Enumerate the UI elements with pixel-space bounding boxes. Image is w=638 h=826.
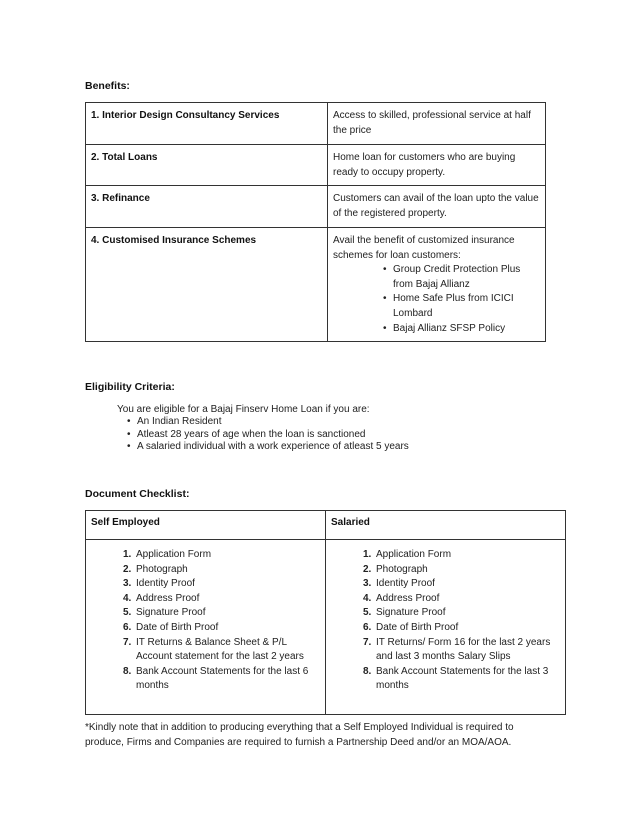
item-text: Date of Birth Proof xyxy=(136,621,219,633)
table-row xyxy=(86,540,566,715)
item-text: IT Returns/ Form 16 for the last 2 years and last 3 months Salary Slips xyxy=(376,636,551,663)
item-number: 5. xyxy=(123,607,132,619)
list-item: • Group Credit Protection Plus from Bajaj Allianz xyxy=(393,263,540,292)
list-item: • A salaried individual with a work experience of atleast 5 years xyxy=(137,441,409,453)
document-checklist-table xyxy=(85,510,566,715)
list-item xyxy=(363,577,560,592)
item-text: Identity Proof xyxy=(376,578,435,590)
benefit-description: Access to skilled, professional service at half the price xyxy=(328,103,546,145)
list-item xyxy=(123,592,320,607)
item-text: Signature Proof xyxy=(376,607,446,619)
table-row xyxy=(86,228,546,342)
list-item xyxy=(363,592,560,607)
list-item: • An Indian Resident xyxy=(137,416,409,428)
item-text: Bank Account Statements for the last 3 months xyxy=(376,665,549,692)
item-number: 3. xyxy=(123,578,132,590)
item-text: Application Form xyxy=(376,549,452,560)
table-row xyxy=(86,103,546,145)
benefit-description: Customers can avail of the loan upto the value of the registered property. xyxy=(328,186,546,228)
item-number: 5. xyxy=(363,607,372,619)
item-number: 7. xyxy=(123,636,132,648)
document-checklist-heading: Document Checklist: xyxy=(85,488,190,500)
list-item xyxy=(123,548,320,563)
item-text: Application Form xyxy=(136,549,212,560)
item-text: Address Proof xyxy=(376,592,440,604)
benefit-name: 4. Customised Insurance Schemes xyxy=(86,228,328,342)
salaried-cell xyxy=(326,540,566,715)
item-text: Photograph xyxy=(376,563,428,575)
benefit-name: 3. Refinance xyxy=(86,186,328,228)
list-item xyxy=(123,665,320,694)
insurance-scheme-list xyxy=(333,263,540,336)
item-text: Bank Account Statements for the last 6 months xyxy=(136,665,309,692)
benefit-name: 1. Interior Design Consultancy Services xyxy=(86,103,328,145)
list-item xyxy=(123,621,320,636)
item-number: 7. xyxy=(363,636,372,648)
item-number: 2. xyxy=(123,563,132,575)
table-row xyxy=(86,186,546,228)
benefit-name: 2. Total Loans xyxy=(86,145,328,186)
benefits-heading: Benefits: xyxy=(85,80,130,92)
list-item xyxy=(363,621,560,636)
item-number: 1. xyxy=(363,549,372,560)
item-number: 1. xyxy=(123,549,132,560)
item-text: Address Proof xyxy=(136,592,200,604)
list-item xyxy=(363,665,560,694)
item-text: Photograph xyxy=(136,563,188,575)
benefits-table xyxy=(85,102,546,342)
benefit-description-insurance xyxy=(328,228,546,342)
item-number: 8. xyxy=(123,665,132,677)
item-number: 3. xyxy=(363,578,372,590)
list-item xyxy=(363,563,560,578)
list-item xyxy=(123,606,320,621)
item-number: 6. xyxy=(123,621,132,633)
list-item: • Atleast 28 years of age when the loan is sanctioned xyxy=(137,429,409,441)
eligibility-section xyxy=(117,404,409,453)
salaried-header: Salaried xyxy=(326,511,566,540)
list-item xyxy=(123,563,320,578)
item-number: 4. xyxy=(123,592,132,604)
list-item xyxy=(123,577,320,592)
self-employed-cell xyxy=(86,540,326,715)
item-number: 8. xyxy=(363,665,372,677)
benefit-description: Avail the benefit of customized insurance schemes for loan customers: xyxy=(333,235,515,261)
self-employed-doc-list xyxy=(91,548,320,694)
list-item xyxy=(123,636,320,665)
list-item: • Home Safe Plus from ICICI Lombard xyxy=(393,292,540,321)
self-employed-header: Self Employed xyxy=(86,511,326,540)
list-item: • Bajaj Allianz SFSP Policy xyxy=(393,322,540,337)
list-item xyxy=(363,636,560,665)
eligibility-intro: You are eligible for a Bajaj Finserv Home Loan if you are: xyxy=(117,404,370,415)
table-header-row xyxy=(86,511,566,540)
eligibility-heading: Eligibility Criteria: xyxy=(85,381,175,393)
item-text: Signature Proof xyxy=(136,607,206,619)
eligibility-list xyxy=(117,416,409,453)
list-item xyxy=(363,548,560,563)
item-text: IT Returns & Balance Sheet & P/L Account statement for the last 2 years xyxy=(136,636,304,663)
footnote: *Kindly note that in addition to producing everything that a Self Employed Individual is required to produce, Firms and Companies are required to furnish a Partnership Deed and/or an MOA/AOA. xyxy=(85,722,514,748)
item-number: 6. xyxy=(363,621,372,633)
benefit-description: Home loan for customers who are buying ready to occupy property. xyxy=(328,145,546,186)
salaried-doc-list xyxy=(331,548,560,694)
table-row xyxy=(86,145,546,186)
item-text: Date of Birth Proof xyxy=(376,621,459,633)
item-number: 2. xyxy=(363,563,372,575)
item-text: Identity Proof xyxy=(136,578,195,590)
item-number: 4. xyxy=(363,592,372,604)
list-item xyxy=(363,606,560,621)
